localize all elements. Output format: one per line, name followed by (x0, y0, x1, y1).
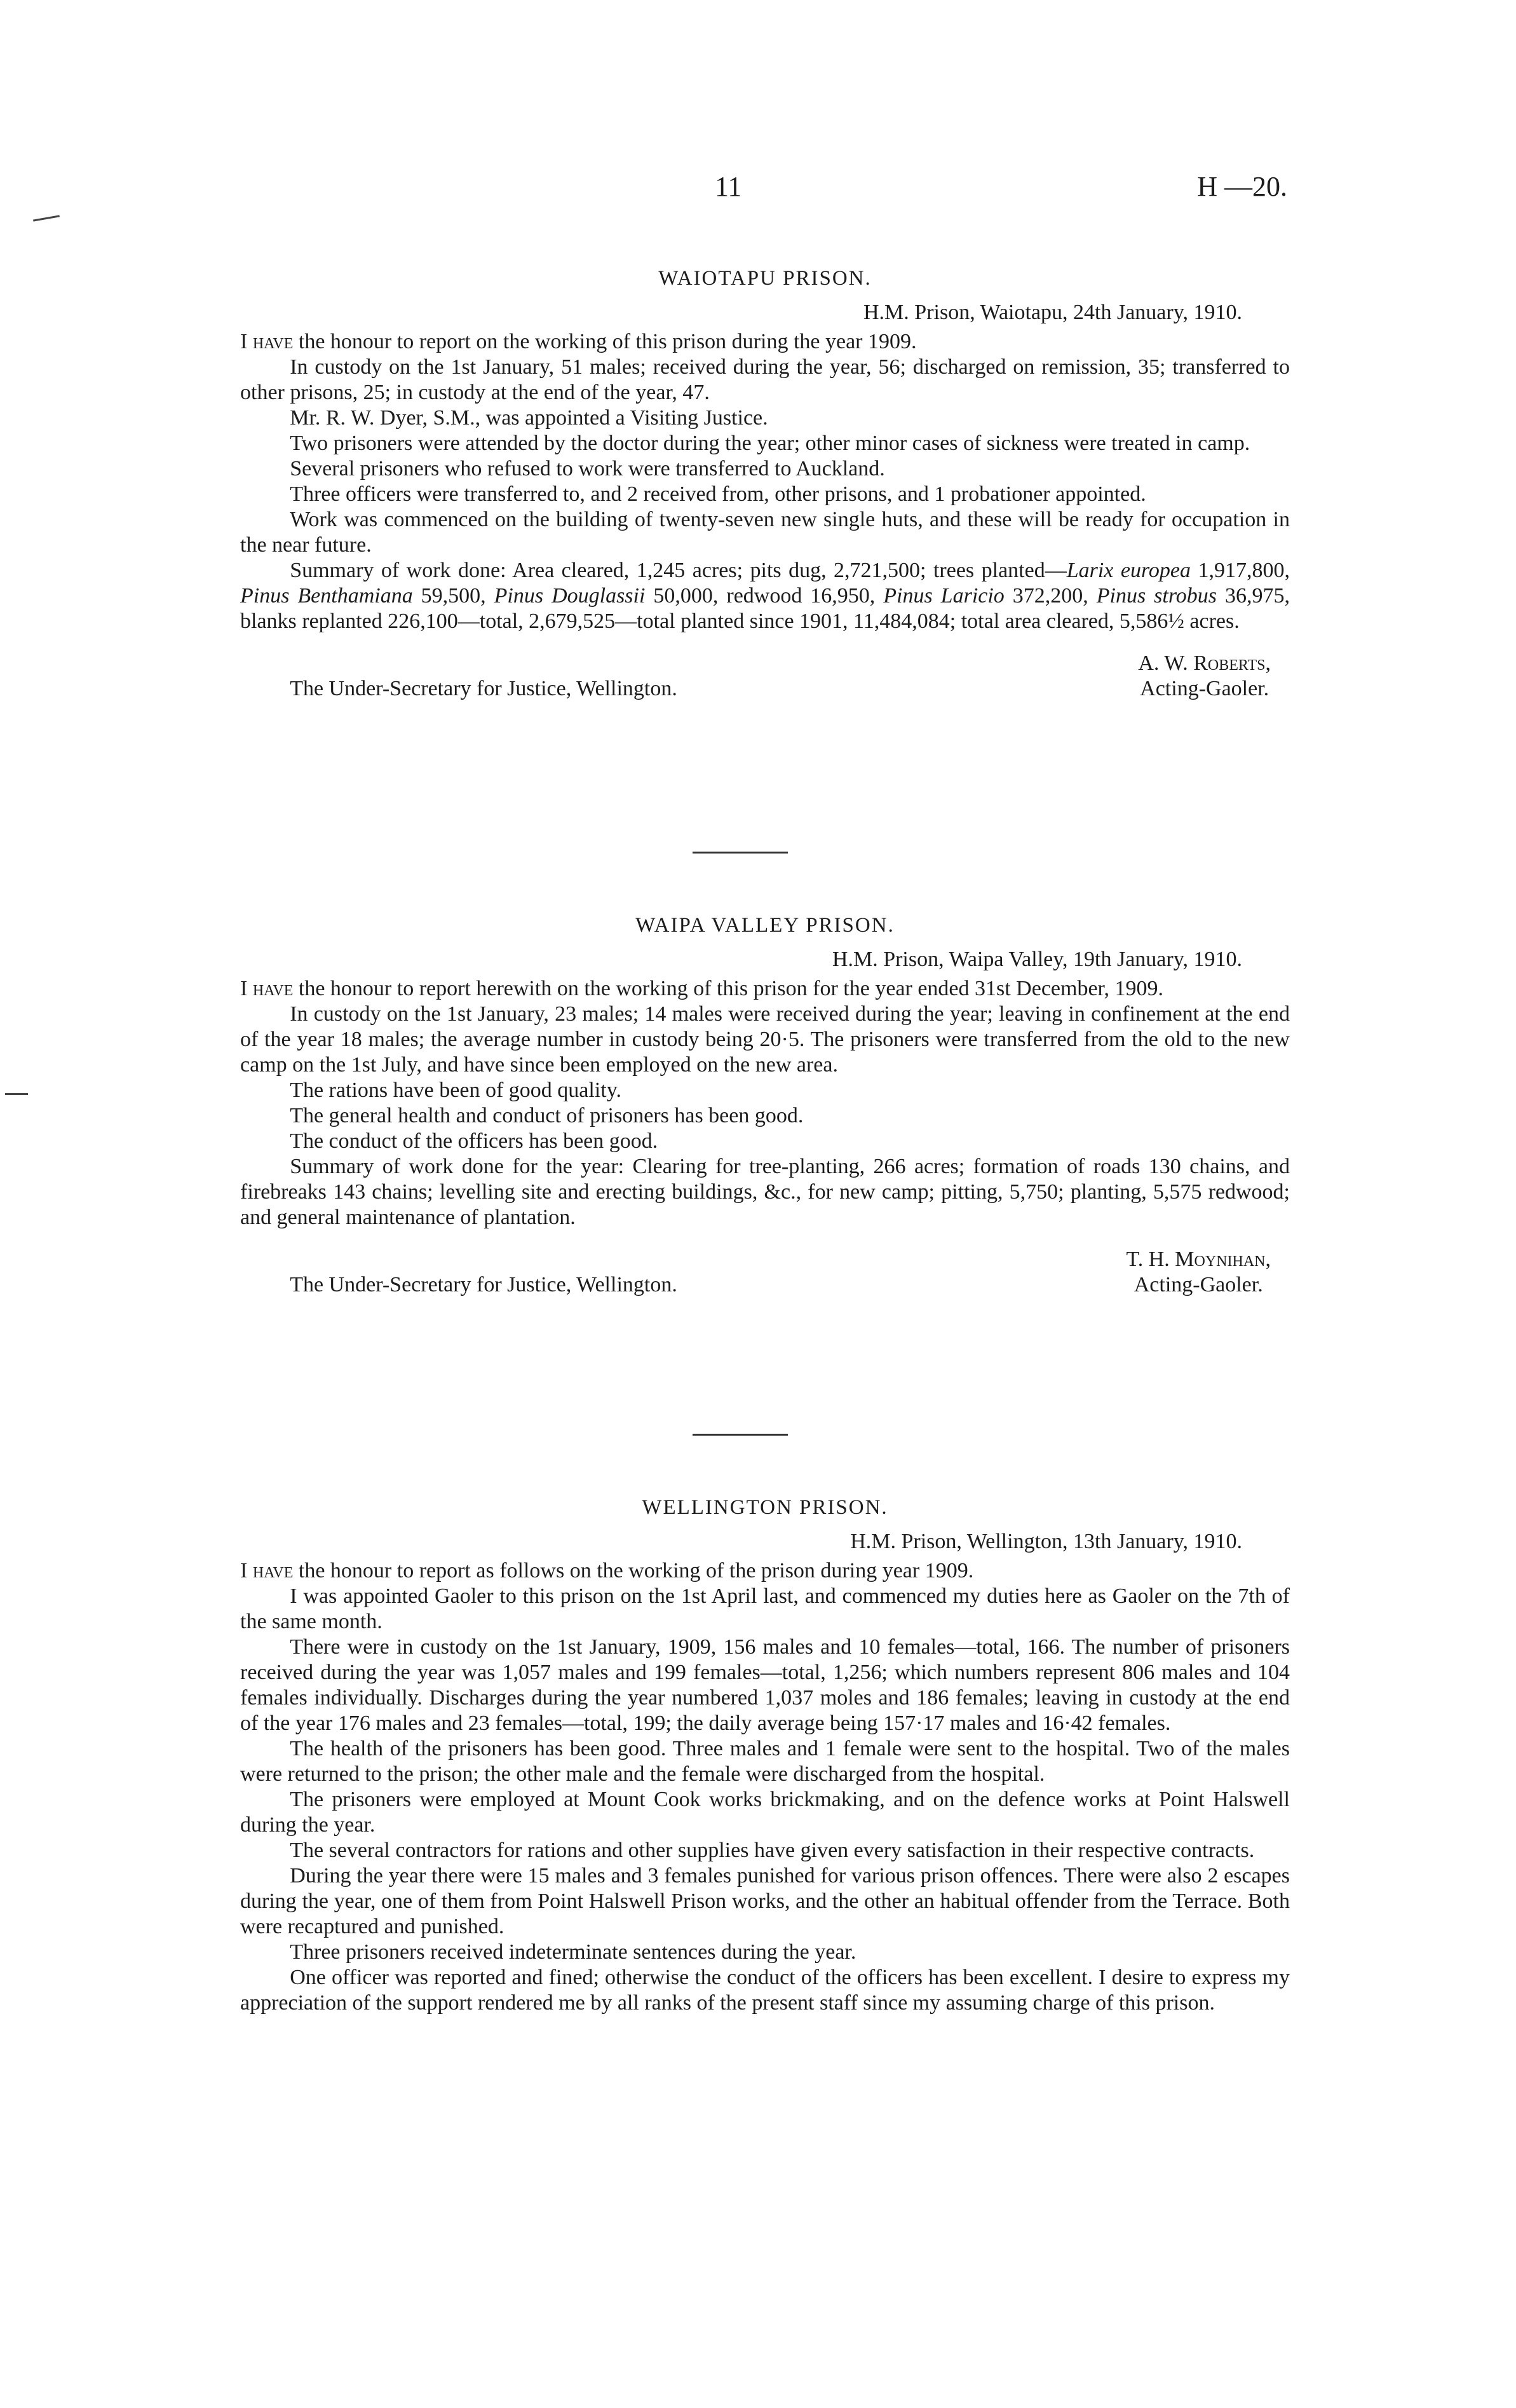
species-name: Pinus Douglassii (494, 584, 646, 608)
opening-caps: I have (240, 977, 294, 1000)
summary-text: 50,000, redwood 16,950, (645, 584, 884, 608)
signature-block (240, 651, 1290, 702)
opening-paragraph (240, 976, 1290, 1002)
summary-paragraph (240, 558, 1290, 634)
document-reference: H —20. (1197, 171, 1287, 202)
margin-mark (5, 1093, 28, 1095)
summary-text: 59,500, (412, 584, 494, 608)
paragraph: Summary of work done for the year: Clearing for tree-planting, 266 acres; formation of roads 130 chains, and firebreaks 143 chains; levelling site and erecting buildings, &c., for new camp; pitting, 5,750; planting, 5,575 redwood; and general maintenance of plantation. (240, 1155, 1290, 1229)
dateline: H.M. Prison, Waiotapu, 24th January, 1910. (863, 301, 1242, 324)
paragraph: Three prisoners received indeterminate sentences during the year. (290, 1940, 856, 1964)
addressee: The Under-Secretary for Justice, Wellington. (290, 1273, 677, 1296)
signature (1138, 651, 1271, 702)
opening-caps: I have (240, 1559, 294, 1582)
paragraph: In custody on the 1st January, 23 males; 14 males were received during the year; leaving in confinement at the end of the year 18 males; the average number in custody being 20·5. The prisoners were transferred from the old to the new camp on the 1st July, and have since been employed on the new area. (240, 1002, 1290, 1077)
signatory-name: T. H. Moynihan, (1126, 1248, 1271, 1271)
paragraph: Two prisoners were attended by the doctor during the year; other minor cases of sickness were treated in camp. (290, 432, 1250, 455)
addressee: The Under-Secretary for Justice, Wellington. (290, 677, 677, 700)
paragraph: The conduct of the officers has been good. (290, 1129, 658, 1153)
page-number: 11 (715, 171, 742, 202)
paragraph: During the year there were 15 males and 3 females punished for various prison offences. There were also 2 escapes during the year, one of them from Point Halswell Prison works, and the other an habitual offender from the Terrace. Both were recaptured and punished. (240, 1864, 1290, 1938)
paragraph: Three officers were transferred to, and 2 received from, other prisons, and 1 probationer appointed. (290, 482, 1146, 506)
section-waipa-valley (240, 913, 1290, 1298)
species-name: Larix europea (1066, 559, 1191, 582)
paragraph: There were in custody on the 1st January, 1909, 156 males and 10 females—total, 166. The number of prisoners received during the year was 1,057 males and 199 females—total, 1,256; which numbers represent 806 males and 104 females individually. Discharges during the year numbered 1,037 moles and 186 females; leaving in custody at the end of the year 176 males and 23 females—total, 199; the daily average being 157·17 males and 16·42 females. (240, 1635, 1290, 1735)
opening-caps: I have (240, 330, 294, 353)
section-wellington (240, 1495, 1290, 2016)
summary-text: 372,200, (1004, 584, 1097, 608)
paragraph: The general health and conduct of prisoners has been good. (290, 1104, 804, 1127)
summary-text: Summary of work done: Area cleared, 1,245 acres; pits dug, 2,721,500; trees planted— (290, 559, 1067, 582)
signature-block (240, 1247, 1290, 1298)
signatory-title: Acting-Gaoler. (1140, 677, 1269, 700)
section-waiotapu (240, 266, 1290, 702)
signatory-title: Acting-Gaoler. (1134, 1273, 1263, 1296)
paragraph: The several contractors for rations and other supplies have given every satisfaction in their respective contracts. (290, 1839, 1255, 1862)
section-title: WELLINGTON PRISON. (642, 1496, 888, 1519)
paragraph: The prisoners were employed at Mount Cook works brickmaking, and on the defence works at Point Halswell during the year. (240, 1788, 1290, 1837)
species-name: Pinus Laricio (883, 584, 1005, 608)
opening-text: the honour to report on the working of this prison during the year 1909. (298, 330, 917, 353)
margin-mark (33, 215, 60, 221)
section-title: WAIPA VALLEY PRISON. (635, 914, 895, 937)
opening-paragraph (240, 329, 1290, 355)
section-divider (693, 852, 788, 854)
signatory-name: A. W. Roberts, (1138, 651, 1271, 675)
paragraph: Work was commenced on the building of twenty-seven new single huts, and these will be ready for occupation in the near future. (240, 508, 1290, 557)
paragraph: The rations have been of good quality. (290, 1078, 621, 1102)
dateline: H.M. Prison, Wellington, 13th January, 1910. (850, 1530, 1242, 1553)
summary-text: 36,975, blanks replanted 226,100—total, 2,679,525—total planted since 1901, 11,484,084; total area cleared, 5,586½ acres. (240, 584, 1290, 633)
paragraph: One officer was reported and fined; otherwise the conduct of the officers has been excellent. I desire to express my appreciation of the support rendered me by all ranks of the present staff since my assuming charge of this prison. (240, 1966, 1290, 2015)
paragraph: Several prisoners who refused to work were transferred to Auckland. (290, 457, 885, 480)
opening-paragraph (240, 1558, 1290, 1584)
summary-text: 1,917,800, (1191, 559, 1290, 582)
opening-text: the honour to report herewith on the working of this prison for the year ended 31st December, 1909. (298, 977, 1164, 1000)
paragraph: The health of the prisoners has been good. Three males and 1 female were sent to the hospital. Two of the males were returned to the prison; the other male and the female were discharged from the hospital. (240, 1737, 1290, 1786)
paragraph: In custody on the 1st January, 51 males; received during the year, 56; discharged on remission, 35; transferred to other prisons, 25; in custody at the end of the year, 47. (240, 355, 1290, 404)
paragraph: I was appointed Gaoler to this prison on the 1st April last, and commenced my duties here as Gaoler on the 7th of the same month. (240, 1584, 1290, 1633)
species-name: Pinus strobus (1096, 584, 1217, 608)
section-title: WAIOTAPU PRISON. (658, 267, 872, 290)
signature (1126, 1247, 1271, 1298)
species-name: Pinus Benthamiana (240, 584, 413, 608)
section-divider (693, 1434, 788, 1436)
opening-text: the honour to report as follows on the working of the prison during year 1909. (298, 1559, 974, 1582)
dateline: H.M. Prison, Waipa Valley, 19th January, 1910. (832, 948, 1242, 971)
paragraph: Mr. R. W. Dyer, S.M., was appointed a Visiting Justice. (290, 406, 768, 430)
